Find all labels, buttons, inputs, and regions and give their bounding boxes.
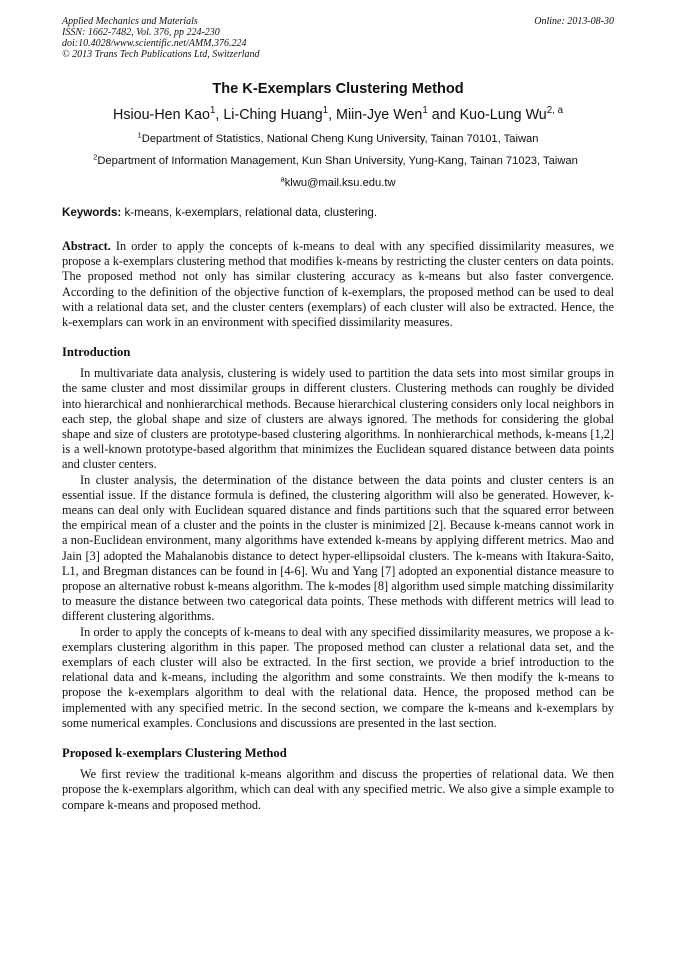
author-name: Li-Ching Huang (223, 107, 323, 123)
section-heading-introduction: Introduction (62, 345, 131, 360)
section-heading-proposed-method: Proposed k-exemplars Clustering Method (62, 746, 287, 761)
copyright-line: © 2013 Trans Tech Publications Ltd, Switzerland (62, 49, 260, 60)
affiliation-text: Department of Statistics, National Cheng Kung University, Tainan 70101, Taiwan (141, 133, 539, 145)
author-separator: , (215, 107, 224, 123)
email-address[interactable]: klwu@mail.ksu.edu.tw (284, 177, 396, 189)
paper-page (62, 16, 614, 813)
author-affil-mark: 1 (422, 105, 428, 117)
body-paragraph: We first review the traditional k-means algorithm and discuss the properties of relational data. We then propose the k-exemplars algorithm, which can deal with any specified metric. We also give a simple example to compare k-means and proposed method. (62, 767, 614, 812)
affiliation-mark: 1 (137, 130, 142, 140)
author-name: Hsiou-Hen Kao (113, 107, 210, 123)
email-mark: a (280, 174, 285, 184)
affiliation-2 (57, 154, 614, 168)
author-separator: , (328, 107, 337, 123)
affiliation-mark: 2 (93, 152, 98, 162)
body-paragraph: In order to apply the concepts of k-means to deal with any specified dissimilarity measures, we propose a k-exemplars clustering algorithm in this paper. The proposed method can cluster a relational data set, and the exemplars of each cluster will also be extracted. In the first section, we provide a brief introduction to the relational data and k-means, including the algorithm and some constraints. We then modify the k-means to propose the k-exemplars algorithm to deal with the relational data. Hence, the proposed method can be implemented with any specified metric. In the second section, we compare the k-means and k-exemplars by some numerical examples. Conclusions and discussions are presented in the last section. (62, 624, 614, 730)
publication-info (62, 16, 614, 60)
author-name: Miin-Jye Wen (336, 107, 423, 123)
affiliation-text: Department of Information Management, Kun Shan University, Yung-Kang, Tainan 71023, Taiwan (97, 155, 578, 167)
author-list (62, 106, 614, 124)
author-affil-mark: 1 (209, 105, 216, 117)
body-paragraph: In cluster analysis, the determination of the distance between the data points and cluster centers is an essential issue. If the distance formula is defined, the clustering algorithm will also be generated. However, k-means can deal only with Euclidean squared distance and finds partitions such that the squared error between the empirical mean of a cluster and the points in the cluster is minimized [2]. Because k-means cannot work in a non-Euclidean environment, many algorithms have extended k-means by applying different metrics. Mao and Jain [3] adopted the Mahalanobis distance to detect hyper-ellipsoidal clusters. The k-means with Itakura-Saito, L1, and Bregman distances can be found in [4-6]. Wu and Yang [7] adopted an exponential distance measure to propose an alternative robust k-means algorithm. The k-modes [8] algorithm used simple matching dissimilarity to measure the distance between two categorical data points. These methods with different metrics will lead to different clustering algorithms. (62, 472, 614, 624)
contact-email (62, 176, 614, 190)
affiliation-1 (62, 132, 614, 146)
author-affil-mark: 1 (322, 105, 329, 117)
running-header (62, 16, 614, 60)
doi-line: doi:10.4028/www.scientific.net/AMM.376.224 (62, 38, 247, 49)
author-affil-mark: 2, a (546, 105, 563, 117)
journal-name: Applied Mechanics and Materials (62, 16, 198, 27)
abstract-label: Abstract. (62, 239, 111, 253)
abstract-text: In order to apply the concepts of k-means to deal with any specified dissimilarity measures, we propose a k-exemplars clustering method that modifies k-means by restricting the cluster centers on data points. The proposed method not only has similar clustering accuracy as k-means but also faster convergence. According to the definition of the objective function of k-exemplars, the proposed method can be used to deal with a relational data set, and the cluster centers (exemplars) of each cluster will also be extracted. Hence, the k-exemplars can work in an environment with specified dissimilarity measures. (62, 239, 614, 330)
paper-title: The K-Exemplars Clustering Method (212, 81, 464, 97)
author-name: Kuo-Lung Wu (459, 107, 547, 123)
keywords-line (62, 206, 614, 220)
online-date: Online: 2013-08-30 (534, 16, 614, 27)
issn-line: ISSN: 1662-7482, Vol. 376, pp 224-230 (62, 27, 220, 38)
keywords-label: Keywords: (62, 206, 122, 219)
keywords-text: k-means, k-exemplars, relational data, clustering. (121, 206, 378, 219)
abstract (62, 239, 614, 330)
body-paragraph: In multivariate data analysis, clustering is widely used to partition the data sets into most similar groups in the same cluster and most dissimilar groups in different clusters. Clustering methods can roughly be divided into hierarchical and nonhierarchical methods. Because hierarchical clustering considers only local neighbors in each step, the global shape and size of clusters are always ignored. The methods for considering the global shape and size of clusters are prototype-based clustering algorithms. In nonhierarchical methods, k-means [1,2] is a well-known prototype-based algorithm that minimizes the Euclidean squared distance between data points and cluster centers. (62, 366, 614, 472)
author-separator: and (427, 107, 460, 123)
